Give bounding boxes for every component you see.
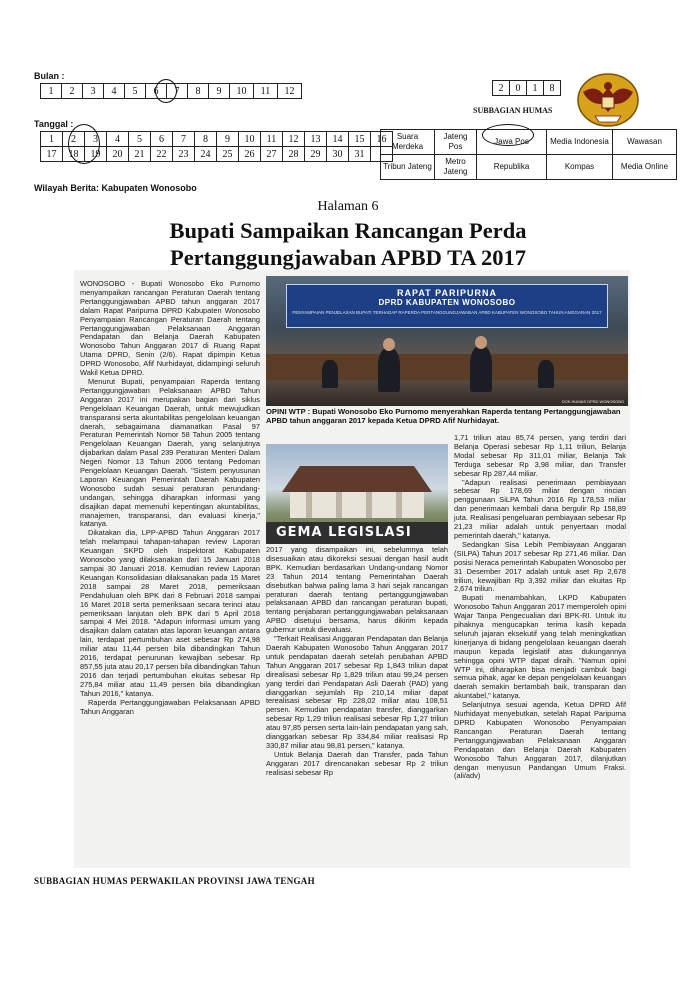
tanggal-cell: 30 [327, 147, 349, 162]
tanggal-cell: 18 [63, 147, 85, 162]
paragraph: 2017 yang disampaikan ini, sebelumnya telah disesuaikan atau dikoreksi sesuai dengan hasil audit BPK. Kemudian berdasarkan Undang-undang Nomor 23 Tahun 2014 tentang Pemerintahan Daerah disebutkan bahwa paling lama 3 hari sejak rancangan peraturan daerah tentang pertanggungjawaban pelaksanaan APBD dan rancangan peraturan bupati, tentang penjabaran pertanggungjawaban pelaksanaan APBD disetujui bersama, harus dikirim kepada gubernur untuk dievaluasi. [266, 546, 448, 635]
bulan-cell: 9 [209, 84, 230, 99]
building-pillar [366, 492, 372, 518]
photo-credit: DOK HUMAS DPRD WONOSOBO [561, 399, 624, 404]
tanggal-cell: 7 [173, 132, 195, 147]
paragraph: Bupati menambahkan, LKPD Kabupaten Wonosobo Tahun Anggaran 2017 memperoleh opini Wajar Tanpa Pengecualian dari BPK-RI. Untuk itu pihaknya mengucapkan terima kasih kepada seluruh jajaran eksekutif yang telah meningkatkan kinerjanya di bidang pengelolaan keuangan daerah maupun kepada legislatif atas dukungannya sehingga opini WTP dapat diraih. "Namun opini WTP ini, diharapkan bisa menjadi cambuk bagi semua pihak, agar ke depan pengelolaan keuangan daerah semakin bertambah baik, transparan dan akuntabel," katanya. [454, 593, 626, 701]
headline-line-1: Bupati Sampaikan Rancangan Perda [169, 218, 527, 243]
tanggal-cell: 28 [283, 147, 305, 162]
footer-credit: SUBBAGIAN HUMAS PERWAKILAN PROVINSI JAWA TENGAH [34, 876, 315, 886]
page-number: Halaman 6 [317, 199, 379, 214]
source-kompas: Kompas [547, 155, 613, 180]
meeting-table [266, 354, 628, 380]
tanggal-cell: 9 [217, 132, 239, 147]
paragraph: Selanjutnya sesuai agenda, Ketua DPRD Afif Nurhidayat menyebutkan, setelah Rapat Paripurna DPRD Kabupaten Wonosobo Penyampaian Rancangan Peraturan Daerah tentang Pertanggungjawaban Pelaksanaan Anggaran Pendapatan dan Belanja Daerah Kabupaten Wonosobo Tahun Anggaran 2017, dilanjutkan dengan menyusun Pandangan Umum Fraksi. (ali/adv) [454, 700, 626, 781]
person-figure [378, 348, 400, 392]
paragraph: Sedangkan Sisa Lebih Pembiayaan Anggaran (SILPA) Tahun 2017 sebesar Rp 271,46 miliar. Dan posisi Neraca pemerintah Kabupaten Wonosobo per 31 Desember 2017 adalah untuk aset Rp 2,678 triliun, kewajiban Rp 3,392 miliar dan ekuitas Rp 2,674 triliun. [454, 539, 626, 594]
tanggal-cell: 29 [305, 147, 327, 162]
tanggal-label: Tanggal : [34, 119, 74, 129]
source-wawasan: Wawasan [613, 130, 677, 155]
paragraph: Menurut Bupati, penyampaian Raperda tentang Pertanggungjawaban Pelaksanaan APBD Tahun Anggaran 2017 ini merupakan bagian dari siklus Pengelolaan Keuangan Daerah, untuk mewujudkan transparansi serta akuntabilitas pengelolaan keuangan daerah, sebagaimana diamanatkan Pasal 97 Peraturan Pemerintah Nomor 58 Tahun 2005 tentang Pengelolaan Keuangan Daerah, yang selanjutnya dijabarkan dalam Pasal 239 Peraturan Menteri Dalam Negeri Nomor 13 Tahun 2006 tentang Pedoman Pengelolaan Keuangan Daerah. "Sistem penyusunan Laporan Keuangan Pemerintah Daerah Kabupaten Wonosobo sudah sesuai peraturan perundang-undangan, sehingga diharapkan informasi yang disajikan dapat memenuhi kepentingan akuntabilitas, manajemen, transparansi, dan evaluasi kinerja," katanya. [80, 376, 260, 529]
tanggal-cell: 21 [129, 147, 151, 162]
source-jawa-pos: Jawa Pos [477, 130, 547, 155]
tanggal-cell: 1 [41, 132, 63, 147]
wilayah-berita: Wilayah Berita: Kabupaten Wonosobo [34, 183, 197, 193]
tanggal-cell: 5 [129, 132, 151, 147]
paragraph: "Adapun realisasi penerimaan pembiayaan sebesar Rp 178,69 miliar dengan rincian penggunaan SiLPA Tahun 2016 Rp 178,53 miliar dan penerimaan kembali dana bergulir Rp 158,89 juta. Realisasi pengeluaran pembiayaan sebesar Rp 21,23 miliar adalah untuk penyertaan modal pemerintah daerah," katanya. [454, 477, 626, 540]
tanggal-cell: 26 [239, 147, 261, 162]
tanggal-cell: 24 [195, 147, 217, 162]
banner-agenda: PENYAMPAIAN PENJELASAN BUPATI TERHADAP RAPERDA PERTANGGUNGJAWABAN APBD KABUPATEN WONOSOBO TAHUN ANGGARAN 2017 [292, 310, 602, 315]
paragraph: Untuk Belanja Daerah dan Transfer, pada Tahun Anggaran 2017 direncanakan sebesar Rp 2 triliun realisasi sebesar Rp [266, 749, 448, 777]
dprd-building-photo [266, 444, 448, 544]
bulan-cell: 7 [167, 84, 188, 99]
person-head [475, 336, 487, 349]
building-pillar [396, 492, 402, 518]
tanggal-cell: 31 [349, 147, 371, 162]
paragraph: Dikatakan dia, LPP-APBD Tahun Anggaran 2017 telah melampaui tahapan-tahapan review Laporan Keuangan SKPD oleh Inspektorat Kabupaten Wonosobo yang dilaksanakan dari 15 Januari 2018 sampai 30 Januari 2018. Kemudian review Laporan Keuangan Konsolidasian dilaksanakan pada 15 Maret 2018 sampai 28 Maret 2018, pemeriksaan Pendahuluan oleh BPK dari 8 Februari 2018 sampai 16 Maret 2018 serta pemeriksaan secara terinci atau pemeriksaan lanjutan oleh BPK dari 5 April 2018 sampai 4 Mei 2018. "Adapun informasi umum yang disajikan dalam catatan atas laporan keuangan antara lain, terdapat pertumbuhan aset sebesar Rp 274,98 miliar atau 11,44 persen bila dibandingkan Tahun 2016, terdapat penurunan kewajiban sebesar Rp 857,55 juta atau 20,17 persen bila dibandingkan Tahun 2016 dan terjadi pertumbuhan ekuitas sebesar Rp 275,84 miliar atau 11,49 persen bila dibandingkan Tahun 2016," katanya. [80, 528, 260, 698]
source-selected-circle [482, 124, 534, 146]
tanggal-cell: 11 [261, 132, 283, 147]
source-republika: Republika [477, 155, 547, 180]
bulan-cell: 8 [188, 84, 209, 99]
tanggal-cell: 8 [195, 132, 217, 147]
banner-subtitle: DPRD KABUPATEN WONOSOBO [378, 298, 516, 307]
source-media-indonesia: Media Indonesia [547, 130, 613, 155]
tanggal-cell: 12 [283, 132, 305, 147]
year-digit: 8 [544, 81, 561, 96]
tanggal-cell: 17 [41, 147, 63, 162]
building-pillar [336, 492, 342, 518]
bulan-cell: 1 [41, 84, 62, 99]
photo-caption: OPINI WTP : Bupati Wonosobo Eko Purnomo menyerahkan Raperda tentang Pertanggungjawaban APBD tahun anggaran 2017 kepada Ketua DPRD Afif Nurhidayat. [266, 407, 621, 426]
paragraph: "Terkait Realisasi Anggaran Pendapatan dan Belanja Daerah Kabupaten Wonosobo Tahun Anggaran 2017 untuk pendapatan daerah setelah perubahan APBD Tahun Anggaran 2017 sebesar Rp 1,843 triliun dapat direalisasi sebesar Rp 1,829 triliun atau 99,24 persen yang terdiri dari Pendapatan Asli Daerah (PAD) yang dianggarkan sejumlah Rp 210,14 miliar dapat terealisasi sebesar Rp 228,02 miliar atau 108,51 persen. Kemudian pendapatan transfer, dianggarkan sebesar Rp 1,29 triliun realisasi sebesar Rp 1,27 triliun atau 97,85 persen serta lain-lain pendapatan yang sah, dianggarkan sebesar Rp 334,84 miliar realisasi Rp 330,87 miliar atau 98,81 persen," katanya. [266, 634, 448, 750]
source-tribun-jateng: Tribun Jateng [381, 155, 435, 180]
source-media-online: Media Online [613, 155, 677, 180]
person-figure [538, 360, 554, 388]
tanggal-cell: 3 [85, 132, 107, 147]
source-suara-merdeka: Suara Merdeka [381, 130, 435, 155]
bulan-cell: 12 [278, 84, 302, 99]
bulan-selected-circle [155, 79, 177, 103]
paragraph: WONOSOBO - Bupati Wonosobo Eko Purnomo menyampaikan rancangan Peraturan Daerah tentang Pertanggungjawaban APBD tahun anggaran 2017 dalam Rapat Paripurna DPRD Kabupaten Wonosobo Penyampaian Rancangan Peraturan Daerah tentang Pertanggungjawaban Pelaksanaan Anggaran Pendapatan dan Belanja Daerah Kabupaten Wonosobo Tahun Anggaran 2017 di Ruang Rapat Utama DPRD, Senin (2/6). Rapat dipimpin Ketua DPRD Wonosobo, Afif Nurhidayat, didampingi seluruh Wakil Ketua DPRD. [80, 280, 260, 378]
tanggal-cell: 13 [305, 132, 327, 147]
tanggal-cell: 14 [327, 132, 349, 147]
person-head [383, 338, 395, 351]
tanggal-cell: 2 [63, 132, 85, 147]
article-headline [0, 217, 696, 271]
tanggal-cell: 15 [349, 132, 371, 147]
bulan-cell: 11 [254, 84, 278, 99]
building-roof [282, 466, 432, 492]
photo-banner [286, 284, 608, 328]
tanggal-cell: 4 [107, 132, 129, 147]
tanggal-selected-circle [68, 124, 100, 164]
year-grid [492, 80, 561, 96]
source-jateng-pos: Jateng Pos [435, 130, 477, 155]
bulan-cell: 4 [104, 84, 125, 99]
tanggal-cell: 10 [239, 132, 261, 147]
headline-line-2: Pertanggungjawaban APBD TA 2017 [169, 245, 527, 270]
bulan-cell: 2 [62, 84, 83, 99]
article-column-2 [266, 546, 448, 866]
subbagian-humas-label: SUBBAGIAN HUMAS [473, 106, 553, 115]
source-metro-jateng: Metro Jateng [435, 155, 477, 180]
bulan-label: Bulan : [34, 71, 65, 81]
rapat-paripurna-photo [266, 276, 628, 406]
banner-title: RAPAT PARIPURNA [397, 288, 497, 298]
tanggal-cell: 22 [151, 147, 173, 162]
article-column-3 [454, 434, 626, 866]
tanggal-cell: 25 [217, 147, 239, 162]
gema-legislasi-label: GEMA LEGISLASI [266, 522, 448, 544]
person-figure [322, 360, 338, 388]
person-figure [470, 346, 492, 392]
tanggal-cell: 20 [107, 147, 129, 162]
paragraph: Raperda Pertanggungjawaban Pelaksanaan APBD Tahun Anggaran [80, 697, 260, 716]
article-column-1 [80, 280, 260, 866]
tanggal-cell: 16 [371, 132, 393, 147]
garuda-emblem-icon [575, 70, 641, 128]
bulan-cell: 3 [83, 84, 104, 99]
bulan-cell: 5 [125, 84, 146, 99]
tanggal-cell: 27 [261, 147, 283, 162]
tanggal-cell: 19 [85, 147, 107, 162]
tanggal-cell: 23 [173, 147, 195, 162]
year-digit: 2 [493, 81, 510, 96]
building-pillar [306, 492, 312, 518]
year-digit: 0 [510, 81, 527, 96]
bulan-cell: 6 [146, 84, 167, 99]
paragraph: 1,71 triliun atau 85,74 persen, yang terdiri dari Belanja Operasi sebesar Rp 1,11 triliun, Belanja Modal sebesar Rp 311,01 miliar, Belanja Tak Terduga sebesar Rp 3,98 miliar, dan Transfer sebesar Rp 287,44 miliar. [454, 434, 626, 478]
tanggal-cell: 6 [151, 132, 173, 147]
year-digit: 1 [527, 81, 544, 96]
bulan-cell: 10 [230, 84, 254, 99]
